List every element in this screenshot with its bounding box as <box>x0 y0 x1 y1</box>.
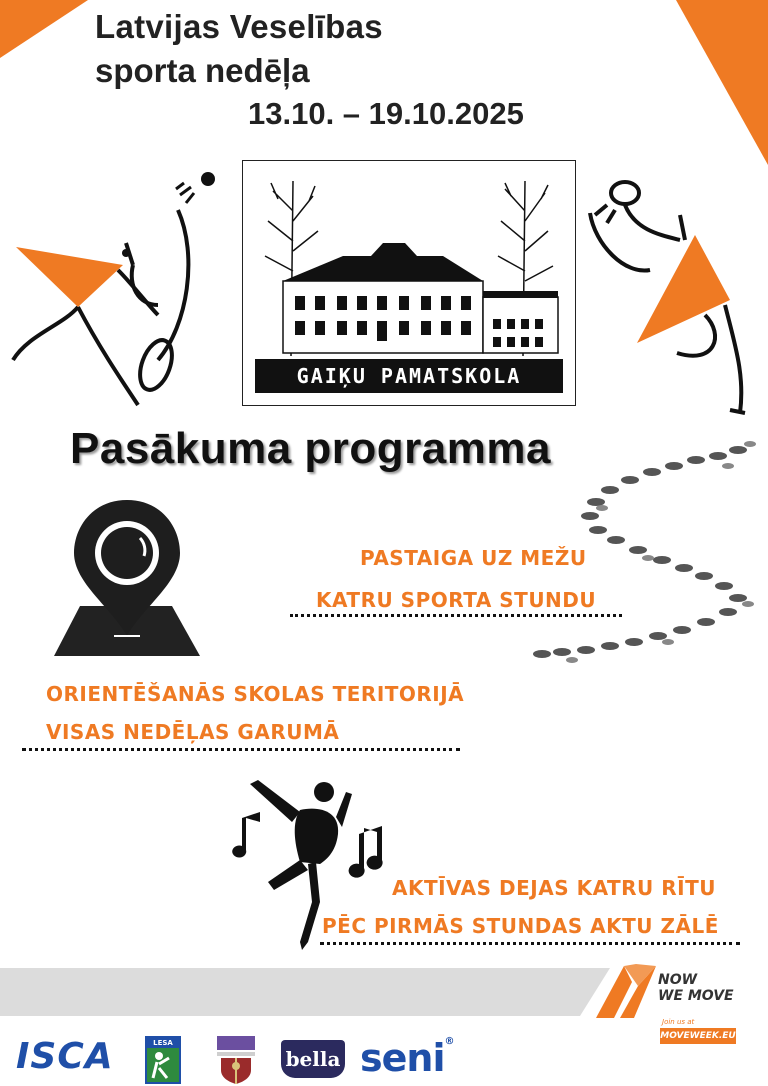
event-2-divider <box>22 748 460 751</box>
lesa-logo <box>145 1036 181 1084</box>
isca-logo: ISCA <box>16 1036 114 1077</box>
event-3-line1: AKTĪVAS DEJAS KATRU RĪTU <box>392 876 716 900</box>
school-building-icon <box>243 161 573 356</box>
corner-triangle-top-left <box>0 0 90 60</box>
now-we-move-logo-icon <box>594 962 658 1024</box>
lesa-figure-icon <box>147 1048 179 1082</box>
runner-icon <box>585 175 765 420</box>
poster-title-line2: sporta nedēļa <box>95 52 310 89</box>
registered-mark: ® <box>444 1036 454 1047</box>
event-1-line2: KATRU SPORTA STUNDU <box>316 588 597 612</box>
school-logo <box>242 160 576 406</box>
now-we-move-text <box>658 972 734 1004</box>
now-we-move-line2: WE MOVE <box>658 988 734 1004</box>
event-3-divider <box>320 942 740 945</box>
now-we-move-line1: NOW <box>658 972 698 988</box>
corner-triangle-top-right <box>676 0 768 165</box>
map-pin-icon <box>52 498 202 660</box>
event-dates: 13.10. – 19.10.2025 <box>248 96 524 131</box>
event-3-line2: PĒC PIRMĀS STUNDAS AKTU ZĀLĒ <box>322 914 719 938</box>
seni-logo-text: seni <box>360 1036 445 1080</box>
program-heading: Pasākuma programma <box>70 424 551 473</box>
bella-logo: bella <box>281 1040 345 1078</box>
lesa-logo-label: LESA <box>147 1038 179 1048</box>
join-us-text: Join us at <box>662 1018 695 1026</box>
event-1-divider <box>290 614 622 617</box>
tennis-player-icon <box>8 165 223 410</box>
event-2-line1: ORIENTĒŠANĀS SKOLAS TERITORIJĀ <box>46 682 465 706</box>
seni-logo <box>360 1036 453 1080</box>
moveweek-badge: MOVEWEEK.EU <box>660 1028 736 1044</box>
latvia-emblem-icon <box>215 1036 257 1084</box>
poster-title-line1: Latvijas Veselības <box>95 8 383 45</box>
event-1-line1: PASTAIGA UZ MEŽU <box>360 546 587 570</box>
event-2-line2: VISAS NEDĒĻAS GARUMĀ <box>46 720 340 744</box>
school-name-label: GAIĶU PAMATSKOLA <box>255 359 563 393</box>
